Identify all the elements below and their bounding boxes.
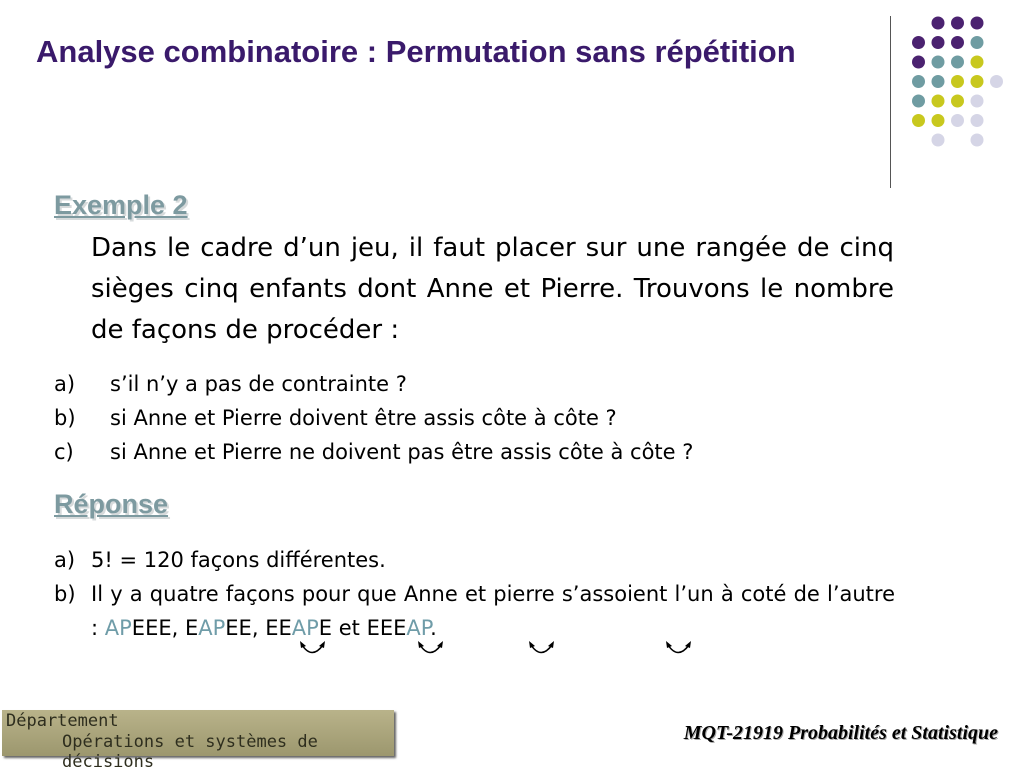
decorative-dot [932, 134, 945, 147]
arrangement-text: EEE [131, 616, 172, 640]
answer-label: b) [54, 582, 76, 606]
answer-text: 5! = 120 façons différentes. [91, 548, 386, 572]
question-label: b) [54, 406, 76, 430]
arrangement-text: EEE [366, 616, 407, 640]
arrangement-text: EE [225, 616, 252, 640]
swap-arrow-icon [531, 645, 552, 653]
decorative-dot [971, 95, 984, 108]
arrangement-text: E [184, 616, 199, 640]
decorative-dot [971, 17, 984, 30]
answer-heading: Réponse [54, 489, 169, 519]
question-item [54, 367, 693, 401]
example-heading: Exemple 2 [54, 190, 188, 220]
question-item [54, 435, 693, 469]
question-text: si Anne et Pierre ne doivent pas être assis côte à côte ? [110, 440, 694, 464]
decorative-dot-grid [0, 0, 1024, 200]
answer-item [54, 543, 895, 577]
question-label: a) [54, 372, 76, 396]
department-line1: Département [6, 711, 119, 731]
answer-text: Il y a quatre façons pour que Anne et pierre s’assoient l’un à coté de l’autre : [91, 582, 895, 640]
decorative-dot [932, 114, 945, 127]
answer-item [54, 577, 895, 645]
decorative-dot [912, 75, 925, 88]
arrangement-highlight: AP [104, 616, 132, 640]
decorative-dot [932, 36, 945, 49]
decorative-dot [932, 56, 945, 69]
answer-list [54, 543, 895, 645]
question-item [54, 401, 693, 435]
arrangement-text: EE [265, 616, 292, 640]
answer-label: a) [54, 548, 76, 572]
decorative-dot [912, 114, 925, 127]
separator: , [251, 616, 266, 640]
decorative-dot [951, 56, 964, 69]
swap-arrow-icon [302, 645, 323, 653]
arrangement-highlight: AP [291, 616, 319, 640]
decorative-dot [912, 36, 925, 49]
answer-end: . [430, 616, 437, 640]
decorative-dot [951, 114, 964, 127]
decorative-dot [990, 75, 1003, 88]
department-logo [2, 710, 394, 772]
department-line2: Opérations et systèmes de décisions [62, 732, 318, 772]
decorative-dot [971, 36, 984, 49]
swap-arrow-icon [668, 645, 689, 653]
decorative-dot [971, 134, 984, 147]
example-text: Dans le cadre d’un jeu, il faut placer sur une rangée de cinq sièges cinq enfants dont Anne et Pierre. Trouvons le nombre de façons de procéder : [91, 233, 894, 345]
decorative-dot [932, 75, 945, 88]
course-footer: MQT-21919 Probabilités et Statistique [683, 722, 998, 744]
decorative-dot [912, 95, 925, 108]
separator: , [171, 616, 185, 640]
question-text: s’il n’y a pas de contrainte ? [110, 372, 407, 396]
decorative-dot [951, 36, 964, 49]
arrangement-highlight: AP [406, 616, 431, 640]
arrangement-highlight: AP [198, 616, 226, 640]
decorative-dot [951, 75, 964, 88]
question-label: c) [54, 440, 74, 464]
slide-title: Analyse combinatoire : Permutation sans répétition [36, 34, 796, 69]
decorative-dot [912, 56, 925, 69]
decorative-dot [971, 75, 984, 88]
decorative-dot [951, 17, 964, 30]
swap-arrow-icon [420, 645, 441, 653]
decorative-dot [932, 95, 945, 108]
decorative-dot [951, 95, 964, 108]
decorative-dot [971, 56, 984, 69]
separator: et [332, 616, 367, 640]
decorative-dot [971, 114, 984, 127]
arrangement-text: E [318, 616, 333, 640]
question-text: si Anne et Pierre doivent être assis côte à côte ? [110, 406, 617, 430]
decorative-dot [932, 17, 945, 30]
question-list [54, 367, 693, 469]
